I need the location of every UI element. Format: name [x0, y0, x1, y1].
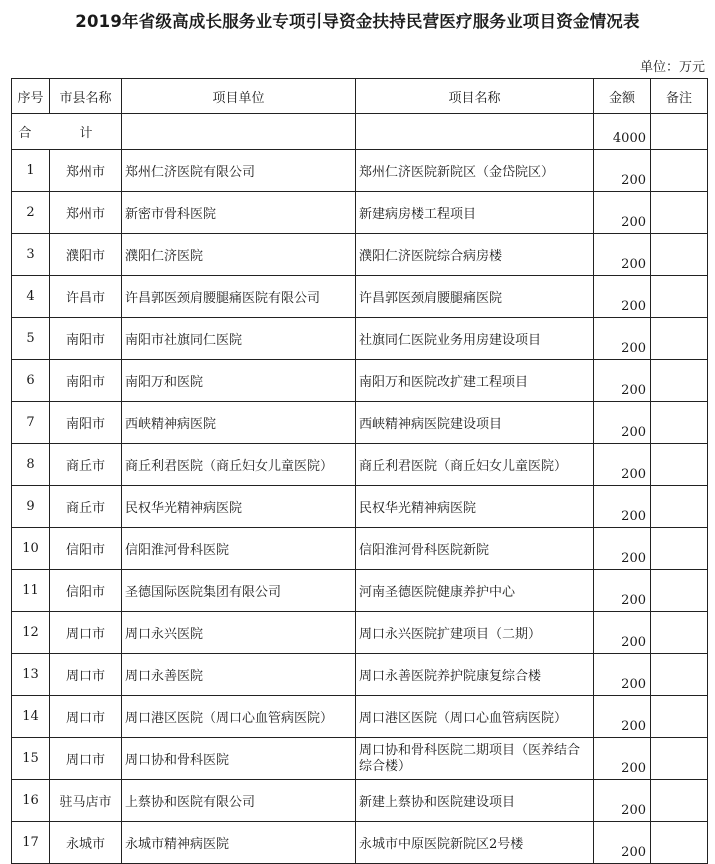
total-unit-cell	[122, 114, 356, 150]
table-row	[12, 360, 708, 402]
row-amount: 200	[594, 780, 651, 822]
table-row	[12, 612, 708, 654]
table-row	[12, 570, 708, 612]
row-project: 周口永善医院养护院康复综合楼	[356, 654, 594, 696]
header-city: 市县名称	[50, 79, 122, 114]
row-amount: 200	[594, 318, 651, 360]
row-unit: 许昌郭医颈肩腰腿痛医院有限公司	[122, 276, 356, 318]
row-project: 商丘利君医院（商丘妇女儿童医院）	[356, 444, 594, 486]
row-city: 南阳市	[50, 360, 122, 402]
row-unit: 周口协和骨科医院	[122, 738, 356, 780]
row-project: 新建上蔡协和医院建设项目	[356, 780, 594, 822]
row-amount: 200	[594, 150, 651, 192]
total-amount: 4000	[594, 114, 651, 150]
row-amount: 200	[594, 738, 651, 780]
page-title: 2019年省级高成长服务业专项引导资金扶持民营医疗服务业项目资金情况表	[75, 12, 640, 31]
total-row	[12, 114, 708, 150]
table-row	[12, 402, 708, 444]
row-amount: 200	[594, 444, 651, 486]
row-seq: 1	[12, 150, 50, 192]
row-city: 周口市	[50, 654, 122, 696]
row-city: 濮阳市	[50, 234, 122, 276]
row-note	[651, 150, 708, 192]
row-unit: 圣德国际医院集团有限公司	[122, 570, 356, 612]
row-city: 周口市	[50, 696, 122, 738]
row-seq: 7	[12, 402, 50, 444]
row-seq: 15	[12, 738, 50, 780]
row-project: 郑州仁济医院新院区（金岱院区）	[356, 150, 594, 192]
header-unit: 项目单位	[122, 79, 356, 114]
row-seq: 16	[12, 780, 50, 822]
total-label: 合 计	[12, 114, 122, 150]
row-note	[651, 402, 708, 444]
row-seq: 5	[12, 318, 50, 360]
row-project: 永城市中原医院新院区2号楼	[356, 822, 594, 864]
row-unit: 周口永善医院	[122, 654, 356, 696]
table-row	[12, 822, 708, 864]
row-unit: 西峡精神病医院	[122, 402, 356, 444]
row-amount: 200	[594, 654, 651, 696]
row-note	[651, 696, 708, 738]
table-row	[12, 444, 708, 486]
row-project: 河南圣德医院健康养护中心	[356, 570, 594, 612]
row-city: 信阳市	[50, 528, 122, 570]
row-seq: 13	[12, 654, 50, 696]
row-unit: 郑州仁济医院有限公司	[122, 150, 356, 192]
header-note: 备注	[651, 79, 708, 114]
table-row	[12, 780, 708, 822]
row-unit: 信阳淮河骨科医院	[122, 528, 356, 570]
row-note	[651, 318, 708, 360]
row-note	[651, 276, 708, 318]
table-row	[12, 528, 708, 570]
row-unit: 永城市精神病医院	[122, 822, 356, 864]
row-city: 郑州市	[50, 150, 122, 192]
row-note	[651, 738, 708, 780]
row-amount: 200	[594, 570, 651, 612]
row-amount: 200	[594, 528, 651, 570]
row-amount: 200	[594, 360, 651, 402]
row-project: 濮阳仁济医院综合病房楼	[356, 234, 594, 276]
row-project: 民权华光精神病医院	[356, 486, 594, 528]
row-note	[651, 234, 708, 276]
row-seq: 14	[12, 696, 50, 738]
table-row	[12, 696, 708, 738]
row-city: 信阳市	[50, 570, 122, 612]
row-note	[651, 654, 708, 696]
row-amount: 200	[594, 696, 651, 738]
row-amount: 200	[594, 822, 651, 864]
row-city: 南阳市	[50, 402, 122, 444]
table-row	[12, 192, 708, 234]
table-row	[12, 276, 708, 318]
table-row	[12, 738, 708, 780]
row-note	[651, 444, 708, 486]
row-note	[651, 612, 708, 654]
header-seq: 序号	[12, 79, 50, 114]
row-seq: 2	[12, 192, 50, 234]
row-unit: 周口永兴医院	[122, 612, 356, 654]
table-row	[12, 234, 708, 276]
row-unit: 南阳万和医院	[122, 360, 356, 402]
header-amount: 金额	[594, 79, 651, 114]
row-note	[651, 570, 708, 612]
row-project: 南阳万和医院改扩建工程项目	[356, 360, 594, 402]
row-amount: 200	[594, 402, 651, 444]
header-project: 项目名称	[356, 79, 594, 114]
row-project: 西峡精神病医院建设项目	[356, 402, 594, 444]
row-city: 南阳市	[50, 318, 122, 360]
row-amount: 200	[594, 234, 651, 276]
unit-label: 单位：万元	[639, 60, 705, 75]
row-city: 周口市	[50, 612, 122, 654]
row-seq: 10	[12, 528, 50, 570]
row-seq: 11	[12, 570, 50, 612]
row-unit: 民权华光精神病医院	[122, 486, 356, 528]
row-project: 周口港区医院（周口心血管病医院）	[356, 696, 594, 738]
row-city: 许昌市	[50, 276, 122, 318]
row-seq: 12	[12, 612, 50, 654]
row-note	[651, 486, 708, 528]
row-amount: 200	[594, 192, 651, 234]
row-note	[651, 822, 708, 864]
row-seq: 4	[12, 276, 50, 318]
row-note	[651, 780, 708, 822]
row-note	[651, 192, 708, 234]
row-seq: 8	[12, 444, 50, 486]
header-row	[12, 79, 708, 114]
row-seq: 17	[12, 822, 50, 864]
table-row	[12, 150, 708, 192]
row-project: 周口协和骨科医院二期项目（医养结合综合楼）	[356, 738, 594, 780]
row-unit: 上蔡协和医院有限公司	[122, 780, 356, 822]
row-project: 社旗同仁医院业务用房建设项目	[356, 318, 594, 360]
table-row	[12, 486, 708, 528]
row-seq: 9	[12, 486, 50, 528]
row-note	[651, 528, 708, 570]
row-city: 永城市	[50, 822, 122, 864]
row-project: 新建病房楼工程项目	[356, 192, 594, 234]
row-amount: 200	[594, 276, 651, 318]
row-project: 周口永兴医院扩建项目（二期）	[356, 612, 594, 654]
row-seq: 6	[12, 360, 50, 402]
row-seq: 3	[12, 234, 50, 276]
table-row	[12, 318, 708, 360]
row-project: 信阳淮河骨科医院新院	[356, 528, 594, 570]
row-city: 驻马店市	[50, 780, 122, 822]
total-project-cell	[356, 114, 594, 150]
row-amount: 200	[594, 486, 651, 528]
row-unit: 濮阳仁济医院	[122, 234, 356, 276]
row-unit: 周口港区医院（周口心血管病医院）	[122, 696, 356, 738]
row-unit: 新密市骨科医院	[122, 192, 356, 234]
row-city: 商丘市	[50, 444, 122, 486]
row-unit: 南阳市社旗同仁医院	[122, 318, 356, 360]
row-city: 周口市	[50, 738, 122, 780]
row-unit: 商丘利君医院（商丘妇女儿童医院）	[122, 444, 356, 486]
row-city: 郑州市	[50, 192, 122, 234]
table-row	[12, 654, 708, 696]
row-city: 商丘市	[50, 486, 122, 528]
row-amount: 200	[594, 612, 651, 654]
total-note	[651, 114, 708, 150]
row-note	[651, 360, 708, 402]
funding-table	[11, 78, 708, 864]
row-project: 许昌郭医颈肩腰腿痛医院	[356, 276, 594, 318]
